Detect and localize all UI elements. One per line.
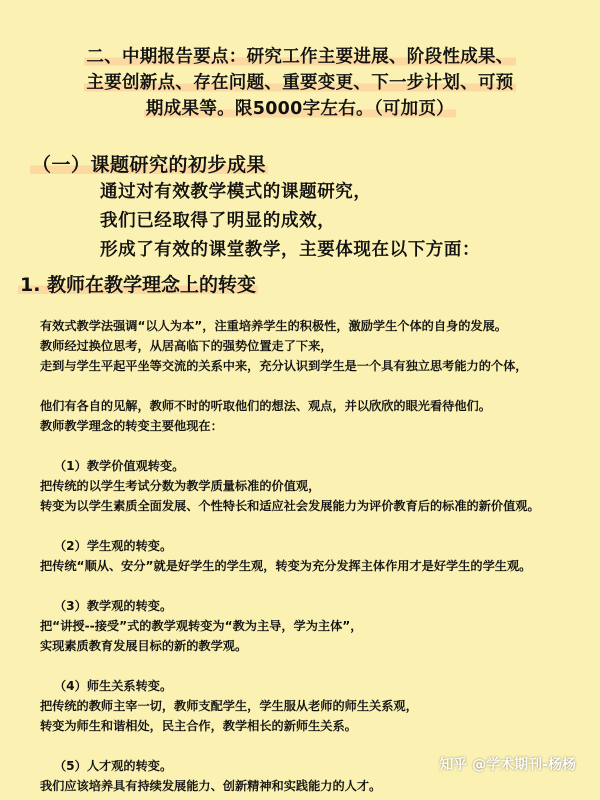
intro-text	[100, 178, 480, 265]
item-line: 我们应该培养具有持续发展能力、创新精神和实践能力的人才。	[40, 779, 382, 793]
paragraph-line: 他们有各自的见解，教师不时的听取他们的想法、观点，并以欣欣的眼光看待他们。	[40, 399, 491, 413]
item-line: 把传统的教师主宰一切，教师支配学生，学生服从老师的师生关系观，	[40, 699, 418, 713]
body-text	[40, 316, 592, 796]
item-title: （2）学生观的转变。	[54, 539, 173, 553]
paragraph-line: 走到与学生平起平坐等交流的关系中来，充分认识到学生是一个具有独立思考能力的个体，	[40, 359, 528, 373]
subheading: 1. 教师在教学理念上的转变	[20, 274, 257, 296]
report-header	[0, 44, 600, 122]
paragraph-line: 教师教学理念的转变主要他现在：	[40, 419, 223, 433]
item-line: 把“讲授--接受”式的教学观转变为“教为主导，学为主体”，	[40, 619, 363, 633]
item-line: 转变为以学生素质全面发展、个性特长和适应社会发展能力为评价教育后的标准的新价值观。	[40, 499, 540, 513]
header-line-2: 主要创新点、存在问题、重要变更、下一步计划、可预	[86, 73, 514, 93]
item-line: 把传统的以学生考试分数为教学质量标准的价值观，	[40, 479, 321, 493]
item-title: （1）教学价值观转变。	[54, 459, 185, 473]
item-line: 实现素质教育发展目标的新的教学观。	[40, 639, 248, 653]
item-title: （3）教学观的转变。	[54, 599, 173, 613]
paragraph-line: 有效式教学法强调“以人为本”，注重培养学生的积极性，激励学生个体的自身的发展。	[40, 319, 507, 333]
paragraph-line: 教师经过换位思考，从居高临下的强势位置走了下来，	[40, 339, 333, 353]
item-title: （4）师生关系转变。	[54, 679, 173, 693]
item-title: （5）人才观的转变。	[54, 759, 173, 773]
header-line-3: 期成果等。限5000字左右。（可加页）	[145, 99, 455, 119]
section-title: （一）课题研究的初步成果	[32, 154, 267, 176]
header-line-1: 二、中期报告要点：研究工作主要进展、阶段性成果、	[86, 47, 514, 67]
intro-line-1: 通过对有效教学模式的课题研究，	[100, 182, 372, 202]
item-line: 转变为师生和谐相处，民主合作，教学相长的新师生关系。	[40, 719, 357, 733]
intro-line-3: 形成了有效的课堂教学，主要体现在以下方面：	[100, 240, 481, 260]
watermark: 知乎 @学术期刊-杨杨	[439, 757, 576, 773]
intro-line-2: 我们已经取得了明显的成效，	[100, 211, 336, 231]
item-line: 把传统“顺从、安分”就是好学生的学生观，转变为充分发挥主体作用才是好学生的学生观。	[40, 559, 532, 573]
